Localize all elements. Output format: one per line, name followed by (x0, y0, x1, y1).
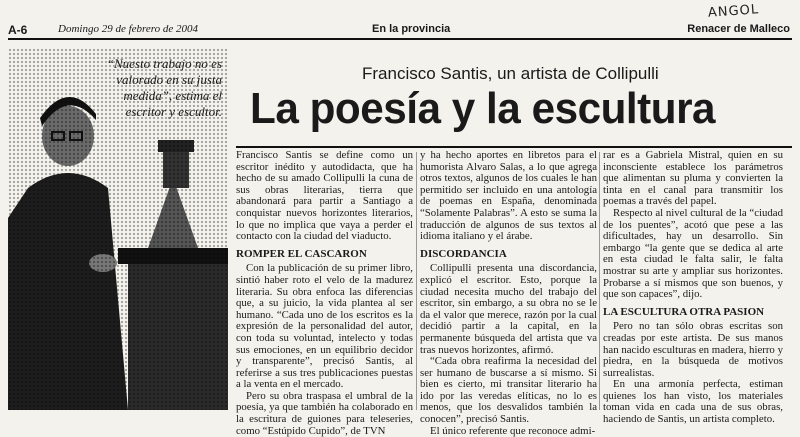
paragraph: “Cada obra reafirma la necesidad del ser humano de buscarse a sí mismo. Si bien es cierto, mi transitar literario ha ido por las veredas elíticas, no lo es menos, que los desvalidos también la conocen”, precisó Santis. (420, 355, 597, 426)
paragraph: y ha hecho aportes en libretos para el humorista Alvaro Salas, a lo que agrega otros textos, algunos de los cuales le han permitido ser incluido en una antología de poemas en España, denominada “Solamente Palabras”. A esto se suma la traducción de algunos de sus textos al idioma italiano y el árabe. (420, 149, 597, 243)
column-divider (416, 152, 417, 410)
article-headline: La poesía y la escultura (250, 84, 716, 133)
paragraph: Francisco Santis se define como un escritor inédito y autodidacta, que ha hecho de su amado Collipulli la cuna de sus obras literarias, tierra que abandonará para partir a Santiago a conquistar nuevos horizontes literarios, lo que no implica que vaya a perder el contacto con la ciudad del viaducto. (236, 149, 413, 243)
article-column-2 (420, 149, 597, 437)
subheading: LA ESCULTURA OTRA PASION (603, 305, 765, 318)
header-rule (8, 38, 792, 40)
paragraph: rar es a Gabriela Mistral, quien en su inconsciente establece los parámetros que alimentan su pluma y convierten la tinta en el canal para transmitir los poemas a través del papel. (603, 149, 783, 208)
handwritten-stamp: ANGOL (707, 2, 760, 21)
article-column-1 (236, 149, 413, 437)
paragraph: En una armonía perfecta, estiman quienes los han visto, los materiales toman vida en cada una de sus obras, haciendo de Santis, un artista completo. (603, 378, 783, 426)
subheading: ROMPER EL CASCARON (236, 247, 367, 260)
paragraph: Con la publicación de su primer libro, sintió haber roto el velo de la madurez literaria. Su obra enfoca las diferencias que, a su juicio, la vida plantea al ser humano. “Cada uno de los escritos es la expresión de la personalidad del autor, con toda su voluntad, intelecto y todas sus emociones, en un equilibrio decidor y transparente”, precisó Santis, al referirse a sus tres publicaciones puestas a la venta en el mercado. (236, 262, 413, 391)
paragraph: Respecto al nivel cultural de la “ciudad de los puentes”, acotó que pese a las dificultades, hay un desarrollo. Sin embargo “la gente que se dedica al arte en esta ciudad le falta salir, le falta mostrar su arte y ampliar sus horizontes. Probarse a sí mismos que son buenos, y que son capaces”, dijo. (603, 206, 783, 301)
newspaper-name: Renacer de Malleco (687, 23, 790, 35)
paragraph: Pero no tan sólo obras escritas son creadas por este artista. De sus manos han nacido esculturas en madera, hierro y piedra, en la búsqueda de motivos surrealistas. (603, 320, 783, 379)
headline-rule (236, 146, 792, 148)
paragraph: Pero su obra traspasa el umbral de la poesía, ya que también ha colaborado en la escritura de guiones para teleseries, como “Estúpido Cupido”, de TVN (236, 389, 413, 437)
paragraph: Collipulli presenta una discordancia, explicó el escritor. Esto, porque la ciudad necesita mucho del trabajo del escritor, sin embargo, a su obra no se le da el valor que merece, razón por la cual decidió partir a la capital, en la permanente búsqueda del artista que va tras nuevos horizontes, afirmó. (420, 262, 597, 356)
publication-date: Domingo 29 de febrero de 2004 (58, 23, 199, 35)
page-number: A-6 (8, 23, 28, 37)
article-column-3 (603, 149, 783, 426)
subheading: DISCORDANCIA (420, 247, 507, 260)
section-name: En la provincia (372, 23, 451, 35)
paragraph: El único referente que reconoce admi- (430, 424, 596, 437)
pull-quote: “Nuesto trabajo no es valorado en su justa medida”, estima el escritor y escultor. (106, 56, 222, 119)
column-divider (599, 152, 600, 410)
article-subtitle: Francisco Santis, un artista de Collipulli (362, 64, 659, 83)
page-header (0, 0, 800, 38)
